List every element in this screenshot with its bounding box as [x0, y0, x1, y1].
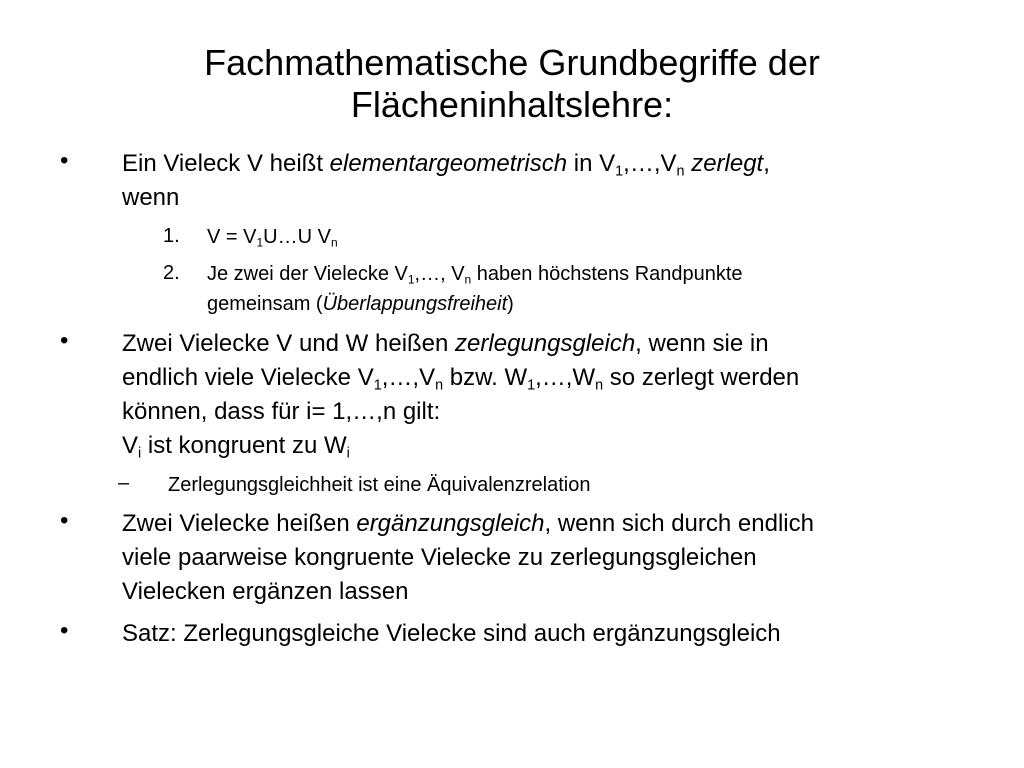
bullet-3-text: [122, 507, 962, 609]
emphasis-term: ergänzungsgleich: [356, 510, 545, 537]
bullet-2-line-2: [122, 361, 962, 395]
slide-title-line-2: Flächeninhaltslehre:: [350, 84, 674, 125]
text-run: Zwei Vielecke heißen: [122, 510, 357, 537]
slide-title-line-1: Fachmathematische Grundbegriffe der: [204, 42, 820, 83]
emphasis-term: elementargeometrisch: [329, 150, 568, 177]
bullet-3-line-2: viele paarweise kongruente Vielecke zu zerlegungsgleichen: [122, 544, 757, 571]
subscript: n: [464, 272, 472, 287]
sub-item-1-line: [207, 222, 947, 252]
bullet-3-line-1: [122, 507, 962, 541]
text-run: V: [122, 432, 139, 459]
sub-item-2-text: [207, 259, 947, 319]
subscript: 1: [256, 235, 264, 250]
text-run: ,…,V: [623, 150, 677, 177]
subscript: n: [435, 377, 444, 394]
subscript: n: [676, 163, 685, 180]
subscript: n: [595, 377, 604, 394]
bullet-2-line-1: [122, 327, 962, 361]
bullet-marker: •: [60, 507, 69, 534]
bullet-1-line-1: [122, 147, 962, 181]
text-run: haben höchstens Randpunkte: [471, 263, 743, 285]
subscript: 1: [615, 163, 624, 180]
subscript: n: [330, 235, 338, 250]
text-run: gemeinsam (: [207, 293, 323, 315]
text-run: ,…,W: [535, 364, 596, 391]
dash-item-text: Zerlegungsgleichheit ist eine Äquivalenzrelation: [168, 474, 591, 496]
bullet-marker: •: [60, 147, 69, 174]
bullet-2-line-4: [122, 429, 962, 463]
bullet-marker: •: [60, 617, 69, 644]
sub-item-number: 2.: [163, 262, 180, 284]
text-run: in V: [567, 150, 616, 177]
bullet-1-line-2: wenn: [122, 184, 180, 211]
bullet-2-line-3: können, dass für i= 1,…,n gilt:: [122, 398, 441, 425]
bullet-2-text: [122, 327, 962, 463]
text-run: , wenn sie in: [635, 330, 769, 357]
text-run: ): [507, 293, 514, 315]
text-run: ,…,V: [381, 364, 436, 391]
bullet-3-line-3: Vielecken ergänzen lassen: [122, 578, 409, 605]
sub-item-2-line-1: [207, 259, 947, 289]
bullet-1-text: [122, 147, 962, 215]
sub-item-1-text: [207, 222, 947, 252]
text-run: ,…, V: [414, 263, 465, 285]
text-run: V = V: [207, 226, 257, 248]
emphasis-term: Überlappungsfreiheit: [322, 293, 508, 315]
bullet-4-line-1: Satz: Zerlegungsgleiche Vielecke sind auch ergänzungsgleich: [122, 620, 781, 647]
slide-title: [80, 42, 944, 126]
sub-item-2-line-2: [207, 289, 947, 319]
dash-marker: –: [118, 472, 130, 494]
sub-item-number: 1.: [163, 225, 180, 247]
bullet-marker: •: [60, 327, 69, 354]
emphasis-term: zerlegt: [691, 150, 764, 177]
text-run: so zerlegt werden: [603, 364, 800, 391]
text-run: , wenn sich durch endlich: [544, 510, 814, 537]
text-run: ,: [763, 150, 770, 177]
subscript: 1: [373, 377, 382, 394]
subscript: 1: [407, 272, 415, 287]
text-run: Zwei Vielecke V und W heißen: [122, 330, 456, 357]
subscript: i: [138, 445, 142, 462]
subscript: i: [346, 445, 350, 462]
text-run: Ein Vieleck V heißt: [122, 150, 330, 177]
subscript: 1: [527, 377, 536, 394]
text-run: bzw. W: [443, 364, 528, 391]
text-run: Je zwei der Vielecke V: [207, 263, 408, 285]
text-run: endlich viele Vielecke V: [122, 364, 374, 391]
emphasis-term: zerlegungsgleich: [455, 330, 636, 357]
text-run: U…U V: [263, 226, 331, 248]
bullet-4-text: [122, 617, 962, 651]
text-run: ist kongruent zu W: [141, 432, 347, 459]
